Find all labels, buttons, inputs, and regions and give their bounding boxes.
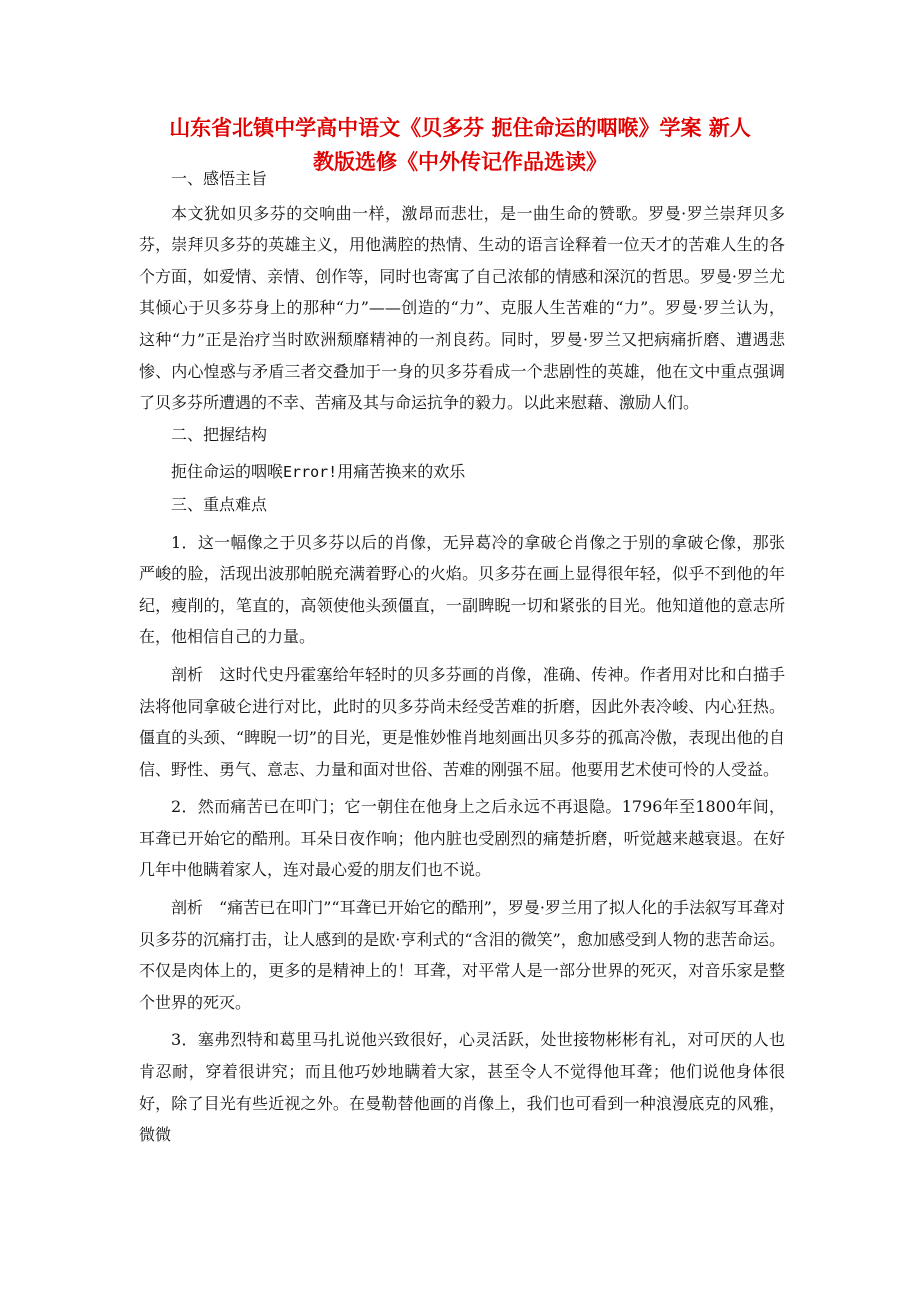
title-line-1: 山东省北镇中学高中语文《贝多芬 扼住命运的咽喉》学案 新人 (169, 115, 751, 140)
theme-paragraph: 本文犹如贝多芬的交响曲一样，激昂而悲壮，是一曲生命的赞歌。罗曼·罗兰崇拜贝多芬，崇拜贝多芬的英雄主义，用他满腔的热情、生动的语言诠释着一位天才的苦难人生的各个方面，如爱情、亲情、创作等，同时也寄寓了自己浓郁的情感和深沉的哲思。罗曼·罗兰尤其倾心于贝多芬身上的那种“力”——创造的“力”、克服人生苦难的“力”。罗曼·罗兰认为，这种“力”正是治疗当时欧洲颓靡精神的一剂良药。同时，罗曼·罗兰又把病痛折磨、遭遇悲惨、内心惶惑与矛盾三者交叠加于一身的贝多芬看成一个悲剧性的英雄，他在文中重点强调了贝多芬所遭遇的不幸、苦痛及其与命运抗争的毅力。以此来慰藉、激励人们。 (139, 203, 785, 413)
analysis-1: 剖析 这时代史丹霍塞给年轻时的贝多芬画的肖像，准确、传神。作者用对比和白描手法将他同拿破仑进行对比，此时的贝多芬尚未经受苦难的折磨，因此外表冷峻、内心狂热。僵直的头颈、“睥睨一切”的目光，更是惟妙惟肖地刻画出贝多芬的孤高冷傲，表现出他的自信、野性、勇气、意志、力量和面对世俗、苦难的刚强不屈。他要用艺术使可怜的人受益。 (139, 664, 785, 779)
key-point-1: 1．这一幅像之于贝多芬以后的肖像，无异葛冷的拿破仑肖像之于别的拿破仑像，那张严峻的脸，活现出波那帕脱充满着野心的火焰。贝多芬在画上显得很年轻，似乎不到他的年纪，瘦削的，笔直的，高领使他头颈僵直，一副睥睨一切和紧张的目光。他知道他的意志所在，他相信自己的力量。 (139, 532, 785, 647)
structure-line (139, 456, 785, 489)
section-heading-key-points: 三、重点难点 (171, 494, 268, 514)
key-point-3: 3．塞弗烈特和葛里马扎说他兴致很好，心灵活跃，处世接物彬彬有礼，对可厌的人也肯忍耐，穿着很讲究；而且他巧妙地瞒着大家，甚至令人不觉得他耳聋；他们说他身体很好，除了目光有些近视之外。在曼勒替他画的肖像上，我们也可看到一种浪漫底克的风雅，微微 (139, 1030, 785, 1145)
analysis-2: 剖析 “痛苦已在叩门”“耳聋已开始它的酷刑”，罗曼·罗兰用了拟人化的手法叙写耳聋对贝多芬的沉痛打击，让人感到的是欧·亨利式的“含泪的微笑”，愈加感受到人物的悲苦命运。不仅是肉体上的，更多的是精神上的！耳聋，对平常人是一部分世界的死灭，对音乐家是整个世界的死灭。 (139, 898, 785, 1012)
document-body (139, 163, 785, 1151)
structure-part-a: 扼住命运的咽喉 (171, 462, 284, 482)
key-point-2: 2．然而痛苦已在叩门；它一朝住在他身上之后永远不再退隐。1796年至1800年间，耳聋已开始它的酷刑。耳朵日夜作响；他内脏也受剧烈的痛楚折磨，听觉越来越衰退。在好几年中他瞒着家人，连对最心爱的朋友们也不说。 (139, 797, 785, 880)
section-heading-structure: 二、把握结构 (171, 424, 268, 444)
structure-part-b: 用痛苦换来的欢乐 (337, 462, 466, 482)
structure-error-text: Error! (283, 463, 338, 482)
section-heading-theme: 一、感悟主旨 (171, 169, 268, 188)
title-line-2: 教版选修《中外传记作品选读》 (313, 149, 607, 174)
